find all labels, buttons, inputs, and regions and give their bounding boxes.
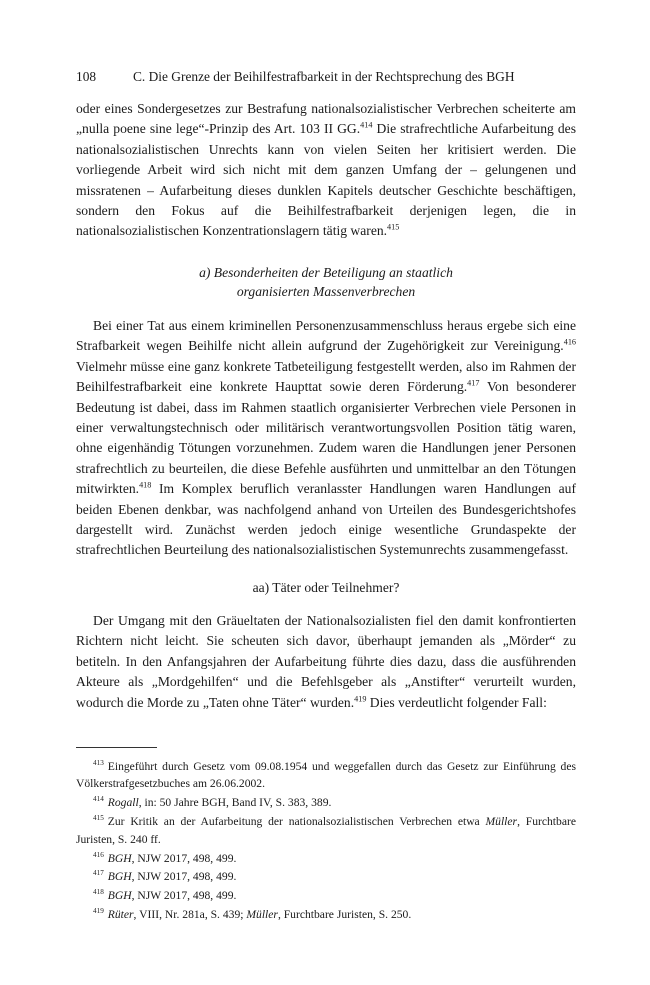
footnote-text: , NJW 2017, 498, 499.: [131, 851, 237, 865]
running-title: C. Die Grenze der Beihilfestrafbarkeit in der Rechtsprechung des BGH: [133, 69, 515, 84]
footnote-author: BGH: [107, 889, 132, 903]
footnote-text: Zur Kritik an der Aufarbeitung der nationalsozialistischen Verbrechen etwa: [107, 815, 486, 829]
paragraph-text: oder eines Sondergesetzes zur Bestrafung nationalsozialistischer Verbrechen scheiterte am „nulla poene sine lege“-Prinzip des Art. 103 II GG.: [76, 101, 576, 137]
footnote-author: Müller: [246, 908, 278, 922]
footnote-text: , NJW 2017, 498, 499.: [131, 870, 237, 884]
paragraph-3: [76, 611, 576, 713]
footnote-415: [76, 813, 576, 848]
footnote-author: BGH: [107, 851, 132, 865]
footnote-ref: 417: [467, 378, 480, 388]
heading-line: a) Besonderheiten der Beteiligung an staatlich: [199, 265, 453, 280]
footnote-author: Rogall: [107, 796, 139, 810]
footnote-417: [76, 868, 576, 885]
paragraph-text: Die strafrechtliche Aufarbeitung des nationalsozialistischen Unrechts kann von vielen Seiten her kritisiert werden. Die vorliegende Arbeit wird sich nicht mit dem ganzen Umfang der – gelungenen und missratenen – Aufarbeitung dieses dunklen Kapitels deutscher Geschichte beschäftigen, sondern den Fokus auf die Beihilfestrafbarkeit derjenigen legen, die in nationalsozialistischen Konzentrationslagern tätig waren.: [76, 121, 576, 239]
heading-line: organisierten Massenverbrechen: [236, 284, 416, 299]
footnote-separator: [76, 747, 157, 748]
footnote-text: , in: 50 Jahre BGH, Band IV, S. 383, 389.: [138, 796, 332, 810]
footnote-414: [76, 794, 576, 811]
paragraph-text: Der Umgang mit den Gräueltaten der Nationalsozialisten fiel den damit konfrontierten Richtern nicht leicht. Sie scheuten sich davor, überhaupt jemanden als „Mörder“ zu betiteln. In den Anfangsjahren der Aufarbeitung führte dies dazu, dass die ausführenden Akteure als „Mordgehilfen“ und die Befehlsgeber als „Anstifter“ verurteilt wurden, wodurch die Morde zu „Taten ohne Täter“ wurden.: [76, 613, 576, 710]
footnote-419: [76, 906, 576, 923]
paragraph-2: [76, 316, 576, 561]
footnote-author: Rüter: [107, 908, 134, 922]
footnote-text: , Furchtbare Juristen, S. 240 ff.: [76, 815, 576, 846]
paragraph-text: Dies verdeutlicht folgender Fall:: [366, 694, 547, 710]
footnotes: [76, 758, 576, 924]
footnote-ref: 415: [387, 222, 400, 232]
section-heading-aa: aa) Täter oder Teilnehmer?: [252, 580, 400, 595]
footnote-number: 416: [93, 850, 104, 859]
running-header: [76, 68, 576, 86]
footnote-number: 417: [93, 869, 104, 878]
footnote-ref: 414: [360, 120, 373, 130]
paragraph-text: Von besonderer Bedeutung ist dabei, dass im Rahmen staatlich organisierter Verbrechen viele Personen in einer verwaltungstechnisch oder militärisch verantwortungsvollen Position tätig waren, ohne eigenhändig Tötungen vorzunehmen. Zudem waren die Handlungen jener Personen strafrechtlich zu beurteilen, die diese Befehle ausführten und unmittelbar an den Tötungen mitwirkten.: [76, 379, 577, 497]
footnote-413: [76, 758, 576, 793]
footnote-number: 414: [93, 795, 104, 804]
footnote-author: BGH: [107, 870, 132, 884]
footnote-ref: 419: [354, 694, 367, 704]
footnote-ref: 416: [563, 337, 576, 347]
footnote-text: Eingeführt durch Gesetz vom 09.08.1954 und weggefallen durch das Gesetz zur Einführung des Völkerstrafgesetzbuches am 26.06.2002.: [76, 760, 576, 791]
footnote-418: [76, 887, 576, 904]
footnote-number: 418: [93, 888, 104, 897]
footnote-text: , NJW 2017, 498, 499.: [131, 889, 237, 903]
paragraph-text: Bei einer Tat aus einem kriminellen Personenzusammenschluss heraus ergebe sich eine Strafbarkeit wegen Beihilfe nicht allein aufgrund der Zugehörigkeit zur Vereinigung.: [76, 318, 576, 354]
page-number: 108: [76, 69, 97, 84]
footnote-author: Müller: [485, 815, 518, 829]
footnote-text: , VIII, Nr. 281a, S. 439;: [133, 908, 247, 922]
footnote-number: 419: [93, 907, 104, 916]
footnote-ref: 418: [139, 480, 152, 490]
footnote-416: [76, 850, 576, 867]
section-heading-a: [76, 263, 576, 301]
paragraph-1: [76, 99, 576, 242]
footnote-text: , Furchtbare Juristen, S. 250.: [277, 908, 412, 922]
footnote-number: 413: [93, 759, 104, 767]
paragraph-text: Im Komplex beruflich veranlasster Handlungen waren Handlungen auf beiden Ebenen denkbar, was nachfolgend anhand von Urteilen des Bundesgerichtshofes dargestellt wird. Zunächst werden jedoch einige wesentliche Grundaspekte der strafrechtlichen Beurteilung des nationalsozialistischen Systemunrechts zusammengefasst.: [76, 481, 576, 558]
footnote-number: 415: [93, 814, 104, 823]
paragraph-text: Vielmehr müsse eine ganz konkrete Tatbeteiligung festgestellt werden, also im Rahmen der Beihilfestrafbarkeit eine konkrete Haupttat sowie deren Förderung.: [76, 358, 576, 395]
